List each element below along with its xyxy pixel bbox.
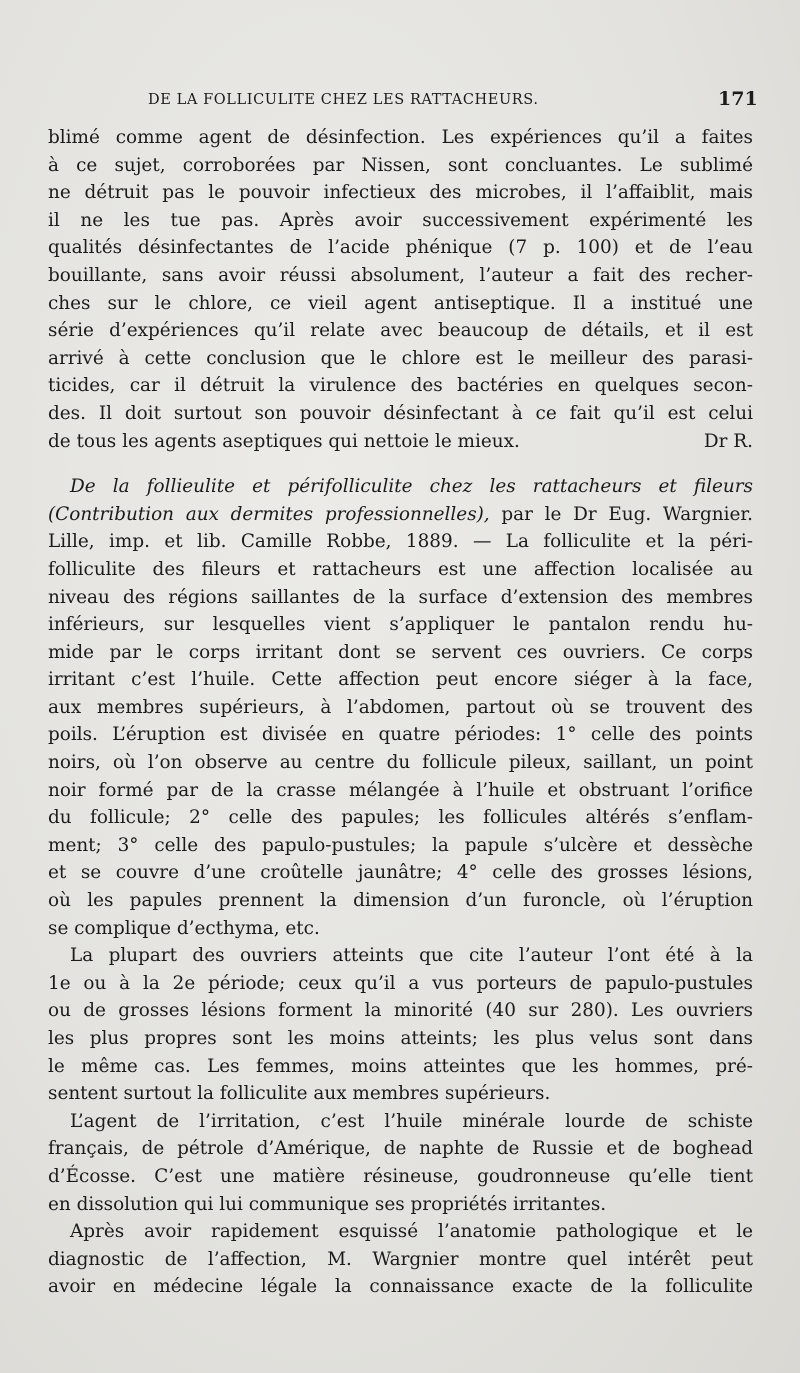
paragraph-workers: [48, 942, 753, 1108]
text-line: irritant c’est l’huile. Cette affection peut encore siéger à la face,: [48, 669, 753, 691]
paragraph-disinfection: [48, 124, 753, 455]
text-line: mide par le corps irritant dont se servent ces ouvriers. Ce corps: [48, 641, 753, 663]
text-line: La plupart des ouvriers atteints que cite l’auteur l’ont été à la: [70, 945, 753, 967]
text-line: ches sur le chlore, ce vieil agent antiseptique. Il a institué une: [48, 292, 753, 314]
text-line: blimé comme agent de désinfection. Les expériences qu’il a faites: [48, 127, 753, 148]
text-line: ou de grosses lésions forment la minorité (40 sur 280). Les ouvriers: [48, 1000, 753, 1022]
last-line-text: de tous les agents aseptiques qui nettoie le mieux.: [48, 430, 520, 452]
text-line: Lille, imp. et lib. Camille Robbe, 1889. — La folliculite et la péri-: [48, 531, 753, 553]
text-line: 1e ou à la 2e période; ceux qu’il a vus porteurs de papulo-pustules: [48, 972, 753, 994]
text-line: qualités désinfectantes de l’acide phénique (7 p. 100) et de l’eau: [48, 237, 753, 259]
text-line: ment; 3° celle des papulo-pustules; la papule s’ulcère et dessèche: [48, 834, 753, 856]
page-number: 171: [718, 88, 758, 110]
paragraph-irritant-agent: [48, 1108, 753, 1218]
text-line: sentent surtout la folliculite aux membres supérieurs.: [48, 1083, 551, 1105]
text-line: français, de pétrole d’Amérique, de naphte de Russie et de boghead: [48, 1138, 753, 1160]
body-text: [48, 124, 753, 1301]
review-title-continued: [48, 501, 753, 529]
section-gap: [48, 455, 753, 473]
text-line: bouillante, sans avoir réussi absolument, l’auteur a fait des recher-: [48, 264, 753, 286]
page-header: [0, 88, 800, 118]
review-subtitle: (Contribution aux dermites professionnelles),: [48, 503, 490, 525]
text-line: Après avoir rapidement esquissé l’anatomie pathologique et le: [70, 1221, 753, 1243]
text-line: avoir en médecine légale la connaissance exacte de la folliculite: [48, 1276, 753, 1298]
review-title: De la follieulite et périfolliculite chez les rattacheurs et fileurs: [70, 476, 753, 498]
text-line: série d’expériences qu’il relate avec beaucoup de détails, et il est: [48, 320, 753, 342]
text-line: ticides, car il détruit la virulence des bactéries en quelques secon-: [48, 375, 753, 397]
text-line: d’Écosse. C’est une matière résineuse, goudronneuse qu’elle tient: [48, 1165, 753, 1187]
text-line: noirs, où l’on observe au centre du follicule pileux, saillant, un point: [48, 752, 753, 774]
text-line: noir formé par de la crasse mélangée à l’huile et obstruant l’orifice: [48, 779, 753, 801]
text-line: se complique d’ecthyma, etc.: [48, 917, 320, 939]
text-line: ne détruit pas le pouvoir infectieux des microbes, il l’affaiblit, mais: [48, 182, 753, 204]
text-line: où les papules prennent la dimension d’un furoncle, où l’éruption: [48, 890, 753, 912]
text-line: [48, 428, 753, 456]
review-author: par le Dr Eug. Wargnier.: [501, 503, 753, 525]
text-line: il ne les tue pas. Après avoir successivement expérimenté les: [48, 209, 753, 231]
text-line: niveau des régions saillantes de la surface d’extension des membres: [48, 586, 753, 608]
text-line: en dissolution qui lui communique ses propriétés irritantes.: [48, 1193, 607, 1215]
text-line: les plus propres sont les moins atteints; les plus velus sont dans: [48, 1028, 753, 1049]
text-line: diagnostic de l’affection, M. Wargnier montre quel intérêt peut: [48, 1248, 753, 1270]
paragraph-legal-medicine: [48, 1218, 753, 1301]
text-line: et se couvre d’une croûtelle jaunâtre; 4° celle des grosses lésions,: [48, 862, 753, 884]
running-title: DE LA FOLLICULITE CHEZ LES RATTACHEURS.: [148, 92, 539, 108]
signature: Dr R.: [703, 430, 753, 452]
text-line: des. Il doit surtout son pouvoir désinfectant à ce fait qu’il est celui: [48, 402, 753, 424]
text-line: le même cas. Les femmes, moins atteintes que les hommes, pré-: [48, 1055, 753, 1077]
text-line: inférieurs, sur lesquelles vient s’appliquer le pantalon rendu hu-: [48, 614, 753, 636]
text-line: poils. L’éruption est divisée en quatre périodes: 1° celle des points: [48, 724, 753, 746]
text-line: aux membres supérieurs, à l’abdomen, partout où se trouvent des: [48, 696, 753, 718]
text-line: du follicule; 2° celle des papules; les follicules altérés s’enflam-: [48, 807, 753, 829]
text-line: à ce sujet, corroborées par Nissen, sont concluantes. Le sublimé: [48, 154, 753, 176]
review-folliculite: [48, 473, 753, 942]
text-line: L’agent de l’irritation, c’est l’huile minérale lourde de schiste: [70, 1110, 753, 1132]
text-line: folliculite des fileurs et rattacheurs est une affection localisée au: [48, 558, 753, 580]
text-line: arrivé à cette conclusion que le chlore est le meilleur des parasi-: [48, 347, 753, 369]
